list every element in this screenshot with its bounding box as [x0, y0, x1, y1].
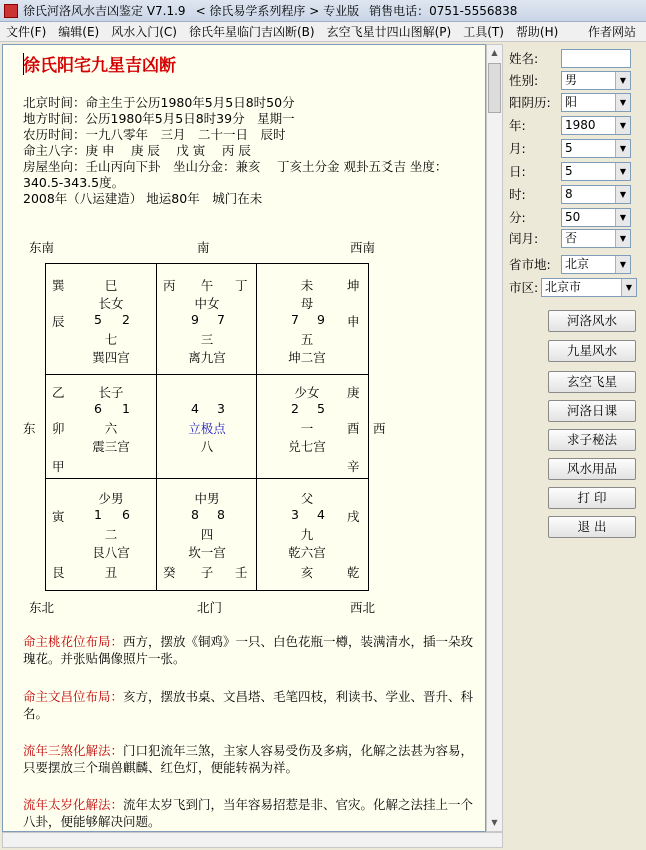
palace-star: 九 — [300, 527, 314, 542]
district-label: 市区: — [509, 280, 539, 295]
palace-kan — [157, 479, 256, 590]
palace-li — [157, 264, 256, 374]
palace-branch: 未 — [300, 278, 314, 293]
palace-family-role: 少女 — [294, 385, 320, 400]
palace-branch: 丑 — [104, 565, 118, 580]
calendar-select[interactable] — [561, 93, 631, 112]
palace-zhen — [46, 375, 156, 478]
chevron-down-icon[interactable]: ▼ — [615, 163, 630, 180]
menu-author-site[interactable]: 作者网站 — [587, 25, 636, 39]
chevron-down-icon[interactable]: ▼ — [615, 209, 630, 226]
palace-corner: 甲 — [52, 459, 65, 474]
chevron-down-icon[interactable]: ▼ — [615, 72, 630, 89]
leap-month-value: 否 — [565, 230, 578, 245]
leap-month-row — [509, 228, 631, 248]
palace-family-role: 父 — [300, 491, 314, 506]
palace-branch: 巳 — [104, 278, 118, 293]
palace-number: 1 — [122, 401, 130, 416]
palace-side: 申 — [347, 314, 360, 329]
palace-number: 6 — [94, 401, 102, 416]
minute-select[interactable] — [561, 208, 631, 227]
palace-family-role: 长女 — [98, 296, 124, 311]
year-select[interactable] — [561, 116, 631, 135]
palace-name: 震三宫 — [92, 439, 130, 454]
advice-label: 流年太岁化解法： — [23, 797, 124, 812]
palace-kun — [257, 264, 368, 374]
minute-label: 分: — [509, 210, 526, 225]
chevron-down-icon[interactable]: ▼ — [615, 256, 630, 273]
month-select[interactable] — [561, 139, 631, 158]
compass-southeast: 东南 — [29, 240, 55, 255]
palace-corner: 巽 — [52, 278, 65, 293]
day-select[interactable] — [561, 162, 631, 181]
palace-star: 五 — [300, 332, 314, 347]
report-document[interactable] — [2, 44, 486, 832]
palace-star: 六 — [104, 421, 118, 436]
palace-number: 9 — [317, 312, 325, 327]
palace-number: 9 — [191, 312, 199, 327]
window-subtitle: < 徐氏易学系列程序 > 专业版 — [195, 4, 360, 18]
district-select[interactable] — [541, 278, 637, 297]
name-input[interactable] — [561, 49, 631, 68]
palace-corner: 乙 — [52, 385, 65, 400]
province-row — [509, 254, 631, 274]
menu-edit[interactable]: 编辑(E) — [58, 25, 100, 39]
province-label: 省市地: — [509, 257, 551, 272]
province-select[interactable] — [561, 255, 631, 274]
palace-side: 酉 — [347, 421, 360, 436]
palace-family-role: 长子 — [98, 385, 124, 400]
palace-star: 八 — [200, 439, 214, 454]
palace-side: 辰 — [52, 314, 65, 329]
lunar-time: 农历时间：一九八零年 三月 二十一日 辰时 — [23, 127, 286, 142]
palace-qian — [257, 479, 368, 590]
house-orientation: 房屋坐向：壬山丙向下卦 坐山分金：兼亥 丁亥土分金 观卦五爻吉 坐度：340.5-343.5度。 — [23, 159, 448, 190]
district-row — [509, 277, 637, 297]
palace-xun — [46, 264, 156, 374]
palace-center — [157, 375, 256, 478]
palace-name: 离九宫 — [188, 350, 226, 365]
exit-button[interactable]: 退 出 — [548, 516, 636, 538]
palace-number: 4 — [191, 401, 199, 416]
palace-number: 3 — [217, 401, 225, 416]
hour-label: 时: — [509, 187, 526, 202]
menu-year-star[interactable]: 徐氏年星临门吉凶断(B) — [188, 25, 315, 39]
compass-south: 南 — [197, 240, 210, 255]
palace-number: 2 — [122, 312, 130, 327]
palace-corner: 丁 — [235, 278, 248, 293]
hour-select[interactable] — [561, 185, 631, 204]
palace-name: 坤二宫 — [288, 350, 326, 365]
report-title: 徐氏阳宅九星吉凶断 — [23, 56, 176, 76]
palace-family-role: 中女 — [194, 296, 220, 311]
birth-info — [23, 95, 478, 207]
palace-family-role: 少男 — [98, 491, 124, 506]
gender-select[interactable] — [561, 71, 631, 90]
beijing-time: 北京时间：命主生于公历1980年5月5日8时50分 — [23, 95, 295, 110]
day-row — [509, 161, 631, 181]
menu-fengshui-intro[interactable]: 风水入门(C) — [111, 25, 177, 39]
palace-corner: 辛 — [347, 459, 360, 474]
palace-family-role: 中男 — [194, 491, 220, 506]
gender-label: 性别: — [509, 73, 539, 88]
palace-number: 8 — [217, 507, 225, 522]
palace-branch: 子 — [200, 565, 214, 580]
year-row — [509, 115, 631, 135]
month-value: 5 — [565, 140, 573, 155]
window-title: 徐氏河洛风水吉凶鉴定 V7.1.9 — [23, 4, 186, 18]
palace-branch: 午 — [200, 278, 214, 293]
chevron-down-icon[interactable]: ▼ — [615, 186, 630, 203]
heluo-fengshui-button[interactable]: 河洛风水 — [548, 310, 636, 332]
leap-month-select[interactable] — [561, 229, 631, 248]
bazi: 命主八字：庚 申 庚 辰 戊 寅 丙 辰 — [23, 143, 251, 158]
palace-corner: 乾 — [347, 565, 360, 580]
district-value: 北京市 — [545, 279, 582, 294]
advice-wenchang — [23, 688, 479, 722]
palace-name: 乾六宫 — [288, 545, 326, 560]
palace-star: 三 — [200, 332, 214, 347]
xuankong-feixing-button[interactable]: 玄空飞星 — [548, 371, 636, 393]
jiuxing-fengshui-button[interactable]: 九星风水 — [548, 340, 636, 362]
horizontal-scrollbar[interactable] — [2, 832, 503, 848]
day-value: 5 — [565, 163, 573, 178]
advice-tai-sui — [23, 796, 479, 830]
palace-star: 二 — [104, 527, 118, 542]
palace-number: 5 — [317, 401, 325, 416]
day-label: 日: — [509, 164, 526, 179]
calendar-row — [509, 92, 631, 112]
palace-dui — [257, 375, 368, 478]
compass-north-gate: 北门 — [197, 600, 223, 615]
palace-gen — [46, 479, 156, 590]
palace-name: 兑七宫 — [288, 439, 326, 454]
local-time: 地方时间：公历1980年5月5日8时39分 星期一 — [23, 111, 295, 126]
advice-label: 命主文昌位布局： — [23, 689, 124, 704]
palace-number: 4 — [317, 507, 325, 522]
palace-corner: 丙 — [163, 278, 176, 293]
input-panel — [505, 44, 646, 850]
app-icon — [4, 4, 18, 18]
compass-east: 东 — [23, 421, 36, 436]
province-value: 北京 — [565, 256, 590, 271]
advice-peach-blossom — [23, 633, 479, 667]
advice-text: 亥方，摆放书桌、文昌塔、毛笔四枝，利读书、学业、晋升、科名。 — [23, 689, 474, 721]
name-row — [509, 48, 631, 68]
minute-value: 50 — [565, 209, 581, 224]
menu-xuankong[interactable]: 玄空飞星廿四山图解(P) — [326, 25, 452, 39]
scroll-thumb[interactable] — [488, 63, 501, 113]
hour-row — [509, 184, 631, 204]
palace-corner: 壬 — [235, 565, 248, 580]
palace-number: 3 — [291, 507, 299, 522]
menu-bar — [0, 22, 646, 42]
palace-corner: 庚 — [347, 385, 360, 400]
palace-number: 7 — [291, 312, 299, 327]
window-titlebar — [0, 0, 646, 22]
palace-corner: 坤 — [347, 278, 360, 293]
leap-month-label: 闰月: — [509, 231, 539, 246]
palace-star: 一 — [300, 421, 314, 436]
palace-star: 七 — [104, 332, 118, 347]
palace-number: 2 — [291, 401, 299, 416]
month-row — [509, 138, 631, 158]
qiuzi-mifa-button[interactable]: 求子秘法 — [548, 429, 636, 451]
scroll-up-icon[interactable]: ▲ — [491, 48, 498, 57]
scroll-down-icon[interactable]: ▼ — [491, 818, 498, 827]
month-label: 月: — [509, 141, 526, 156]
sales-phone: 销售电话：0751-5556838 — [369, 4, 518, 18]
palace-name: 坎一宫 — [188, 545, 226, 560]
palace-star: 四 — [200, 527, 214, 542]
nine-palace-grid — [45, 263, 369, 591]
menu-tools[interactable]: 工具(T) — [463, 25, 504, 39]
print-button[interactable]: 打 印 — [548, 487, 636, 509]
palace-number: 7 — [217, 312, 225, 327]
name-label: 姓名: — [509, 51, 539, 66]
chevron-down-icon[interactable]: ▼ — [615, 94, 630, 111]
center-point-label: 立极点 — [188, 421, 226, 436]
palace-branch: 亥 — [300, 565, 314, 580]
palace-number: 8 — [191, 507, 199, 522]
minute-row — [509, 207, 631, 227]
heluo-rike-button[interactable]: 河洛日课 — [548, 400, 636, 422]
vertical-scrollbar[interactable] — [486, 44, 503, 832]
advice-label: 流年三煞化解法： — [23, 743, 124, 758]
gender-value: 男 — [565, 72, 578, 87]
calendar-value: 阳 — [565, 94, 578, 109]
palace-corner: 艮 — [52, 565, 65, 580]
fengshui-goods-button[interactable]: 风水用品 — [548, 458, 636, 480]
advice-text: 门口犯流年三煞，主家人容易受伤及多病，化解之法甚为容易，只要摆放三个瑞兽麒麟、红色灯，便能转祸为祥。 — [23, 743, 474, 775]
advice-text: 流年太岁飞到门，当年容易招惹是非、官灾。化解之法挂上一个八卦，便能够解决问题。 — [23, 797, 474, 829]
advice-label: 命主桃花位布局： — [23, 634, 124, 649]
palace-family-role: 母 — [300, 296, 314, 311]
advice-text: 西方，摆放《铜鸡》一只、白色花瓶一樽，装满清水，插一朵玫瑰花。并张贴偶像照片一张。 — [23, 634, 474, 666]
advice-three-sha — [23, 742, 479, 776]
compass-west: 西 — [373, 421, 386, 436]
compass-southwest: 西南 — [350, 240, 376, 255]
palace-name: 巽四宫 — [92, 350, 130, 365]
palace-corner: 癸 — [163, 565, 176, 580]
palace-name: 艮八宫 — [92, 545, 130, 560]
palace-number: 6 — [122, 507, 130, 522]
compass-northeast: 东北 — [29, 600, 55, 615]
calendar-label: 阳阴历: — [509, 95, 551, 110]
menu-help[interactable]: 帮助(H) — [515, 25, 559, 39]
gender-row — [509, 70, 631, 90]
palace-side: 寅 — [52, 509, 65, 524]
year-value: 1980 — [565, 117, 596, 132]
palace-number: 1 — [94, 507, 102, 522]
palace-side: 戌 — [347, 509, 360, 524]
menu-file[interactable]: 文件(F) — [6, 25, 47, 39]
chevron-down-icon[interactable]: ▼ — [615, 230, 630, 247]
build-period: 2008年（八运建造） 地运80年 城门在未 — [23, 191, 263, 206]
palace-number: 5 — [94, 312, 102, 327]
hour-value: 8 — [565, 186, 573, 201]
chevron-down-icon[interactable]: ▼ — [621, 279, 636, 296]
compass-northwest: 西北 — [350, 600, 376, 615]
chevron-down-icon[interactable]: ▼ — [615, 117, 630, 134]
palace-side: 卯 — [52, 421, 65, 436]
year-label: 年: — [509, 118, 526, 133]
chevron-down-icon[interactable]: ▼ — [615, 140, 630, 157]
